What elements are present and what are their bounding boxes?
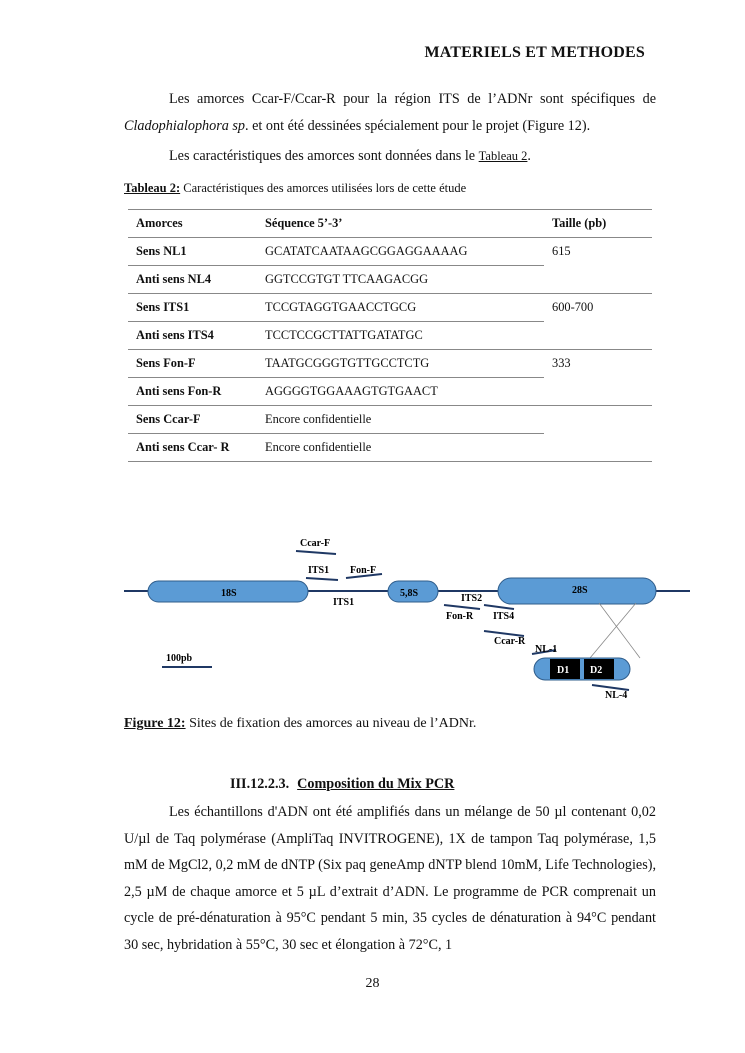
primer-size: 333 [552,356,571,370]
primer-sequence: TCCGTAGGTGAACCTGCG [257,294,544,322]
primer-name: Sens Ccar-F [128,406,257,434]
primer-sequence: Encore confidentielle [257,434,544,462]
label-its4: ITS4 [493,611,515,622]
table-row [128,322,652,350]
table-row [128,266,652,294]
table-row [128,350,652,378]
primer-size: 615 [552,244,571,258]
label-58s: 5,8S [400,588,419,599]
primer-size [544,434,652,462]
primer-sequence: TAATGCGGGTGTTGCCTCTG [257,350,544,378]
table-row [128,406,652,434]
primer-size [544,266,652,294]
primer-size [544,406,652,434]
zoom-line-left [599,603,640,658]
primer-name: Sens NL1 [128,238,257,266]
table-reference: Tableau 2 [478,149,528,163]
primer-size: 600-700 [552,300,594,314]
header-taille: Taille (pb) [552,216,607,230]
table-row [128,238,652,266]
primer-sequence: AGGGGTGGAAAGTGTGAACT [257,378,544,406]
page-number: 28 [365,976,380,991]
section-heading: III.12.2.3. Composition du Mix PCR [230,776,455,792]
primer-name: Sens ITS1 [128,294,257,322]
primer-name: Anti sens NL4 [128,266,257,294]
primer-size [544,322,652,350]
body-paragraph: Les échantillons d'ADN ont été amplifiés dans un mélange de 50 µl contenant 0,02 U/µl de Taq polymérase (AmpliTaq INVITROGENE), 1X de tampon Taq polymérase, 1,5 mM de MgCl2, 0,2 mM de dNTP (Six paq geneAmp dNTP blend 10mM, Life Technologies), 2,5 µM de chaque amorce et 5 µL d’extrait d’ADN. Le programme de PCR comprenait un cycle de pré-dénaturation à 95°C pendant 5 min, 35 cycles de dénaturation à 94°C pendant 30 sec, hybridation à 55°C, 30 sec et élongation à 72°C, 1 [124,804,656,953]
header-sequence: Séquence 5’-3’ [265,216,343,230]
primer-its1-arrow [306,578,338,580]
primer-fon-r-arrow [444,605,480,609]
label-its1-primer: ITS1 [308,565,330,576]
label-ccar-r: Ccar-R [494,636,526,647]
zoom-line-right [590,603,636,658]
primer-size [544,378,652,406]
intro-paragraph-2: Les caractéristiques des amorces sont données dans le Tableau 2. [169,148,531,164]
label-ccar-f: Ccar-F [300,538,331,549]
table-header-row [128,210,652,238]
primer-sequence: GCATATCAATAAGCGGAGGAAAAG [257,238,544,266]
table-caption: Tableau 2: Caractéristiques des amorces utilisées lors de cette étude [124,181,467,195]
primer-name: Anti sens Fon-R [128,378,257,406]
label-28s: 28S [572,585,588,596]
figure-caption: Figure 12: Sites de fixation des amorces au niveau de l’ADNr. [124,716,477,731]
label-its2-region: ITS2 [461,593,483,604]
primer-ccar-f-arrow [296,551,336,554]
label-fon-f: Fon-F [350,565,377,576]
primer-sequence: Encore confidentielle [257,406,544,434]
table-row [128,294,652,322]
primer-sequence: GGTCCGTGT TTCAAGACGG [257,266,544,294]
label-d1: D1 [557,665,570,676]
d1-d2-segment [534,658,630,680]
primers-table [128,209,652,462]
label-its1-region: ITS1 [333,597,355,608]
primer-name: Anti sens ITS4 [128,322,257,350]
table-row [128,378,652,406]
rdna-primer-diagram [124,530,694,705]
label-d2: D2 [590,665,603,676]
primer-name: Anti sens Ccar- R [128,434,257,462]
table-row [128,434,652,462]
label-fon-r: Fon-R [446,611,474,622]
chapter-header: MATERIELS ET METHODES [424,44,645,61]
primer-name: Sens Fon-F [128,350,257,378]
primer-its4-arrow [484,605,514,609]
label-nl1: NL-1 [535,644,558,655]
label-scale: 100pb [166,653,193,664]
intro-paragraph-1: Les amorces Ccar-F/Ccar-R pour la région ITS de l’ADNr sont spécifiques de Cladophialophora sp. et ont été dessinées spécialement pour le projet (Figure 12). [124,91,656,134]
header-amorces: Amorces [136,216,183,230]
primer-sequence: TCCTCCGCTTATTGATATGC [257,322,544,350]
label-18s: 18S [221,588,237,599]
label-nl4: NL-4 [605,690,628,701]
